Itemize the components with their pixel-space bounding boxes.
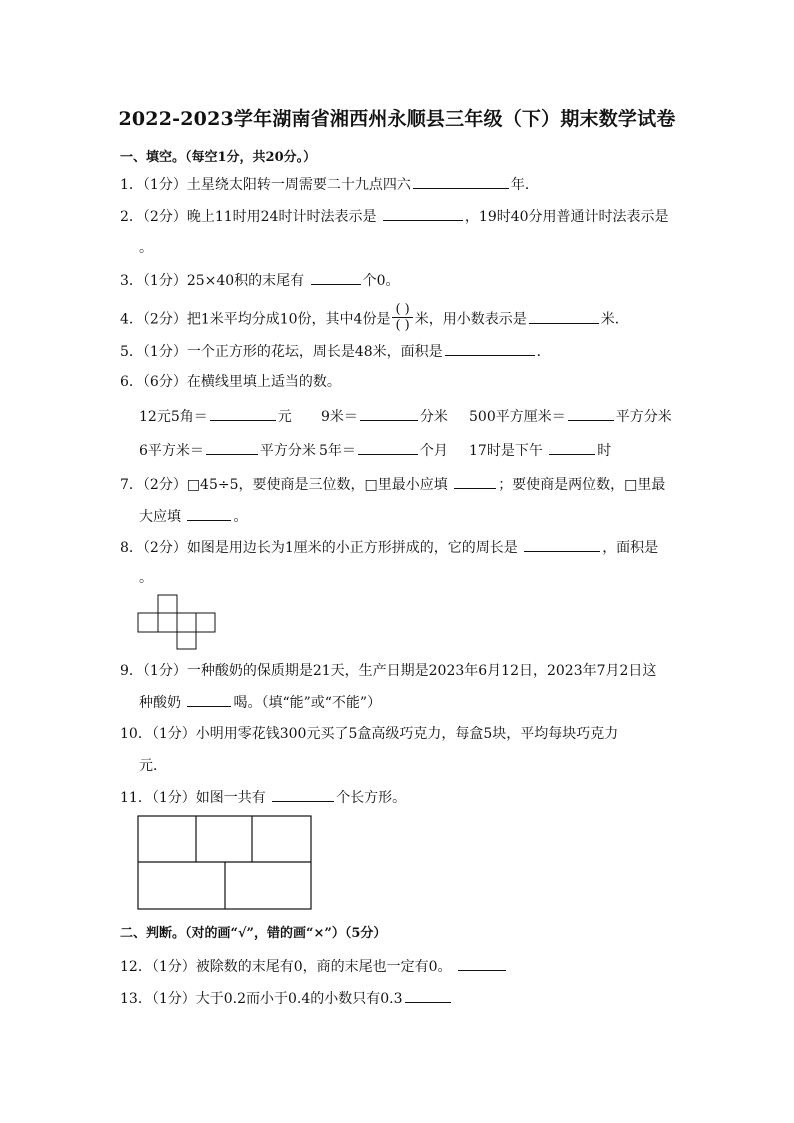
conversion-unit: 元 [277,409,292,425]
fraction-numerator[interactable]: ( ) [392,302,412,318]
answer-blank[interactable] [568,406,614,421]
answer-blank[interactable] [206,440,258,455]
unit-square [177,613,196,632]
unit-square [158,595,177,613]
answer-blank[interactable] [413,174,509,189]
answer-blank[interactable] [358,440,418,455]
question-4-middle: 米，用小数表示是 [414,311,527,328]
question-7-text: 7．（2分）□45÷5，要使商是三位数，□里最小应填 [120,477,448,493]
question-3-text: 3．（1分）25×40积的末尾有 [120,273,305,289]
question-4-text: 4．（2分）把1米平均分成10份，其中4份是 [120,311,391,328]
question-6: 6．（6分）在横线里填上适当的数。 [120,374,341,390]
answer-blank[interactable] [458,956,506,971]
conversion-unit: 时 [597,443,612,459]
question-8-text: 8．（2分）如图是用边长为1厘米的小正方形拼成的，它的周长是 [120,540,518,556]
conversion-label: 5年＝ [319,443,356,459]
conversion-label: 17时是下午 [469,443,543,459]
answer-blank[interactable] [405,988,451,1003]
question-9: 9．（1分）一种酸奶的保质期是21天，生产日期是2023年6月12日，2023年7月2日这 [120,663,657,679]
fraction-denominator[interactable]: ( ) [395,318,410,333]
question-1-suffix: 年． [510,177,539,193]
question-11-text: 11．（1分）如图一共有 [120,790,266,806]
answer-blank[interactable] [454,474,496,489]
answer-blank[interactable] [272,787,334,802]
question-2-middle: ，19时40分用普通计时法表示是 [464,209,669,225]
question-8 [120,537,658,558]
question-9-continuation [139,692,381,713]
question-2-continuation: 。 [139,240,153,256]
question-12-text: 12．（1分）被除数的末尾有0，商的末尾也一定有0。 [120,959,452,975]
answer-blank[interactable] [524,537,600,552]
section-2-heading: 二、判断。（对的画“√”，错的画“×”）（5分） [120,926,387,941]
answer-blank[interactable] [187,506,231,521]
question-1-text: 1．（1分）土星绕太阳转一周需要二十九点四六 [120,177,411,193]
unit-square [177,632,196,649]
unit-square [158,613,177,632]
conversion-label: 12元5角＝ [139,409,208,425]
answer-blank[interactable] [445,341,535,356]
page-title: 2022-2023学年湖南省湘西州永顺县三年级（下）期末数学试卷 [118,108,676,130]
answer-blank[interactable] [549,440,595,455]
question-4-suffix: 米． [600,311,629,328]
answer-blank[interactable] [360,406,418,421]
question-5-text: 5．（1分）一个正方形的花坛，周长是48米，面积是 [120,344,443,360]
answer-blank[interactable] [529,309,599,324]
question-13-text: 13．（1分）大于0.2而小于0.4的小数只有0.3 [120,991,403,1007]
rectangles-figure [136,814,314,912]
answer-blank[interactable] [383,206,463,221]
question-2-text: 2．（2分）晚上11时用24时计时法表示是 [120,209,377,225]
question-11-suffix: 个长方形。 [336,790,407,806]
question-7 [120,474,665,495]
question-7-continuation [139,506,247,527]
question-3 [120,270,400,291]
answer-blank[interactable] [210,406,276,421]
question-10-continuation: 元． [139,758,167,774]
question-2 [120,206,669,227]
unit-square [138,613,158,632]
question-7-middle: ；要使商是两位数，□里最 [498,477,666,493]
question-5-suffix: ． [536,344,551,360]
conversion-unit: 分米 [419,409,448,425]
conversion-label: 500平方厘米＝ [469,409,566,425]
question-10: 10．（1分）小明用零花钱300元买了5盒高级巧克力，每盒5块，平均每块巧克力 [120,726,619,742]
question-9-cont-text: 种酸奶 [139,695,181,711]
conversion-label: 9米＝ [321,409,358,425]
question-9-cont-suffix: 喝。（填“能”或“不能”） [233,695,382,711]
conversion-unit: 个月 [419,443,448,459]
question-12 [120,956,508,977]
unit-square [196,613,215,632]
section-1-heading: 一、填空。（每空1分，共20分。） [120,150,317,165]
question-11 [120,787,406,808]
square-net-figure [136,594,218,650]
answer-blank[interactable] [311,270,361,285]
question-8-continuation: 。 [139,570,153,586]
question-7-cont-suffix: 。 [233,509,248,525]
conversion-label: 6平方米＝ [139,443,204,459]
question-13 [120,988,453,1009]
fraction [392,302,412,333]
question-8-middle: ，面积是 [602,540,659,556]
question-7-cont-text: 大应填 [139,509,181,525]
answer-blank[interactable] [187,692,231,707]
conversion-unit: 平方分米 [259,443,316,459]
question-1 [120,174,539,195]
question-5 [120,341,551,362]
question-3-suffix: 个0。 [362,273,400,289]
question-4 [120,304,629,335]
conversion-unit: 平方分米 [615,409,672,425]
